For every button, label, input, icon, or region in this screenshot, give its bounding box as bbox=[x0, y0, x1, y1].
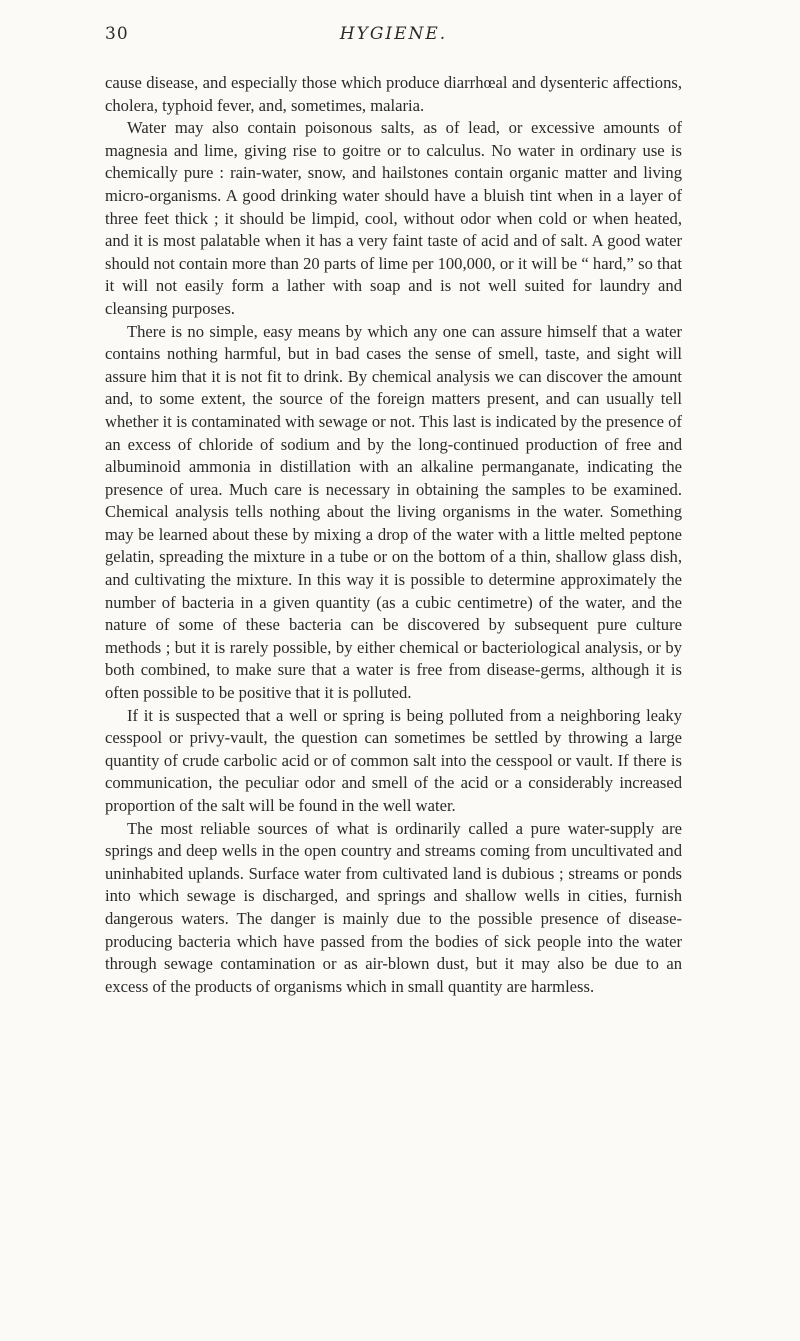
paragraph-water-salts: Water may also contain poisonous salts, as of lead, or excessive amounts of magnesia and lime, giving rise to goitre or to calculus. No water in ordinary use is chemically pure : rain-water, snow, and hailstones contain organic matter and living micro-organisms. A good drinking water should have a bluish tint when in a layer of three feet thick ; it should be limpid, cool, without odor when cold or when heated, and it is most palatable when it has a very faint taste of acid and of salt. A good water should not contain more than 20 parts of lime per 100,000, or it will be “ hard,” so that it will not easily form a lather with soap and is not well suited for laundry and cleansing purposes. bbox=[105, 118, 682, 318]
paragraph-well-pollution: If it is suspected that a well or spring is being polluted from a neighboring leaky cesspool or privy-vault, the question can sometimes be settled by throwing a large quantity of crude carbolic acid or of common salt into the cesspool or vault. If there is communication, the peculiar odor and smell of the acid or a considerably increased proportion of the salt will be found in the well water. bbox=[105, 705, 682, 815]
paragraph-continuation: cause disease, and especially those which produce diarrhœal and dysenteric affections, cholera, typhoid fever, and, sometimes, malaria. bbox=[105, 73, 682, 115]
paragraph-analysis: There is no simple, easy means by which any one can assure himself that a water contains nothing harmful, but in bad cases the sense of smell, taste, and sight will assure him that it is not fit to drink. By chemical analysis we can discover the amount and, to some extent, the source of the foreign matters present, and can usually tell whether it is contaminated with sewage or not. This last is indicated by the presence of an excess of chloride of sodium and by the long-continued production of free and albuminoid ammonia in distillation with an alkaline permanganate, indicating the presence of urea. Much care is necessary in obtaining the samples to be examined. Chemical analysis tells nothing about the living organisms in the water. Something may be learned about these by mixing a drop of the water with a little melted peptone gelatin, spreading the mixture in a tube or on the bottom of a thin, shallow glass dish, and cultivating the mixture. In this way it is possible to determine approximately the number of bacteria in a given quantity (as a cubic centimetre) of the water, and the nature of some of these bacteria can be discovered by subsequent pure culture methods ; but it is rarely possible, by either chemical or bacteriological analysis, or by both combined, to make sure that a water is free from disease-germs, although it is often possible to be positive that it is polluted. bbox=[105, 321, 682, 703]
running-head bbox=[105, 24, 682, 72]
running-title: HYGIENE. bbox=[339, 24, 448, 44]
page-number: 30 bbox=[105, 24, 129, 44]
paragraph-water-sources: The most reliable sources of what is ordinarily called a pure water-supply are springs and deep wells in the open country and streams coming from uncultivated and uninhabited uplands. Surface water from cultivated land is dubious ; streams or ponds into which sewage is discharged, and springs and shallow wells in cities, furnish dangerous waters. The danger is mainly due to the possible presence of disease-producing bacteria which have passed from the bodies of sick people into the water through sewage contamination or as air-blown dust, but it may also be due to an excess of the products of organisms which in small quantity are harmless. bbox=[105, 818, 682, 996]
